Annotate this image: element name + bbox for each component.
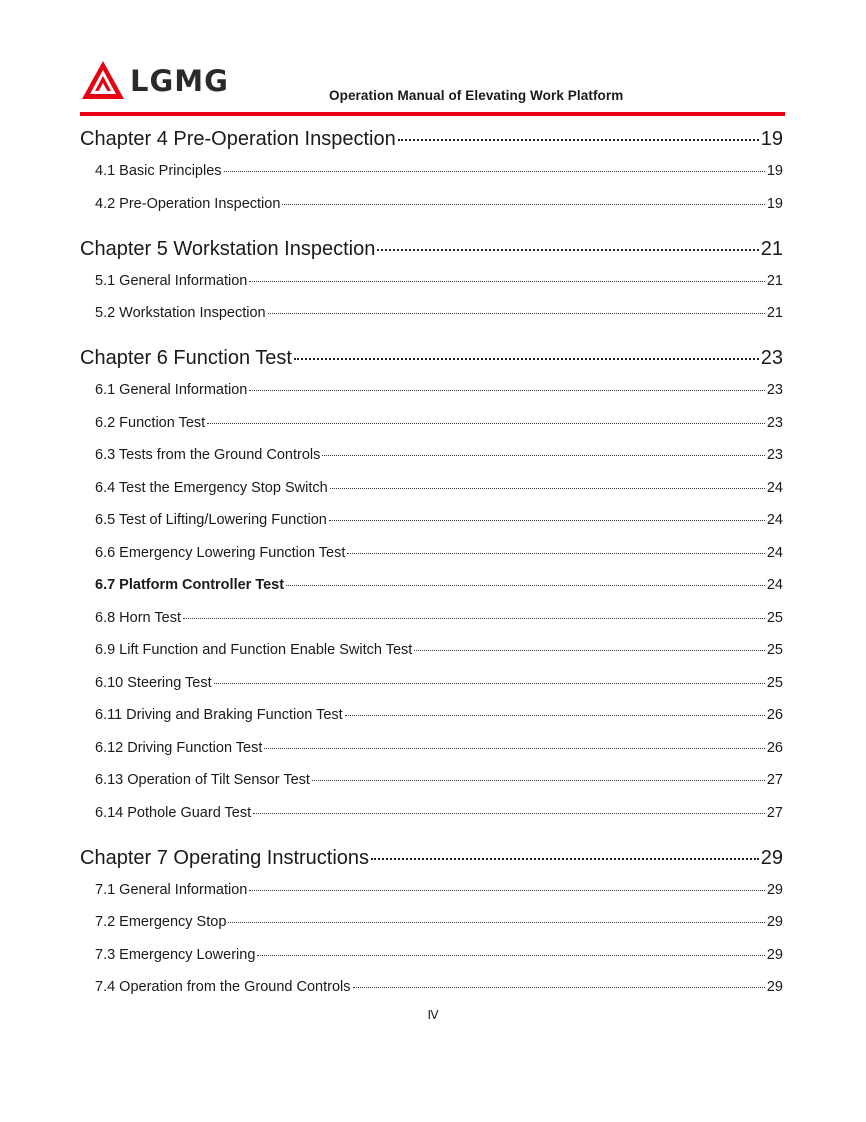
toc-entry-page: 24 (766, 479, 783, 496)
toc-section-entry[interactable] (80, 805, 783, 825)
toc-entry-page: 29 (766, 979, 783, 995)
toc-entry-label: 7.2 Emergency Stop (95, 914, 227, 930)
toc-leader-dots (322, 455, 764, 456)
toc-entry-page: 24 (766, 512, 783, 528)
toc-section-entry[interactable] (80, 610, 783, 630)
toc-entry-page: 21 (760, 237, 783, 260)
toc-entry-label: 6.12 Driving Function Test (95, 739, 263, 756)
header-divider (80, 112, 785, 116)
toc-leader-dots (329, 520, 765, 521)
toc-entry-label: 4.2 Pre-Operation Inspection (95, 195, 281, 212)
toc-entry-page: 23 (760, 347, 783, 369)
toc-leader-dots (312, 780, 765, 781)
toc-leader-dots (253, 813, 765, 814)
toc-leader-dots (249, 390, 765, 391)
toc-entry-label: 7.4 Operation from the Ground Controls (95, 979, 351, 995)
toc-entry-label: 5.1 General Information (95, 272, 248, 289)
toc-chapter-entry[interactable] (80, 128, 783, 154)
toc-entry-page: 26 (766, 707, 783, 723)
toc-entry-page: 26 (766, 739, 783, 756)
lgmg-logo (82, 60, 232, 102)
toc-entry-page: 29 (766, 946, 783, 963)
toc-leader-dots (249, 281, 765, 282)
toc-section-entry[interactable] (80, 273, 783, 293)
brand-wordmark: LGMG (130, 64, 229, 98)
toc-entry-page: 24 (766, 544, 783, 561)
toc-section-entry[interactable] (80, 979, 783, 999)
toc-entry-page: 25 (766, 609, 783, 626)
toc-entry-label: Chapter 5 Workstation Inspection (80, 237, 376, 260)
toc-leader-dots (282, 204, 764, 205)
toc-entry-page: 21 (766, 305, 783, 321)
toc-entry-page: 29 (760, 846, 783, 869)
toc-section-entry[interactable] (80, 740, 783, 760)
toc-leader-dots (347, 553, 764, 554)
toc-entry-label: 6.1 General Information (95, 382, 248, 398)
toc-entry-page: 19 (760, 128, 783, 150)
toc-section-entry[interactable] (80, 196, 783, 216)
toc-leader-dots (353, 987, 765, 988)
toc-entry-label: 5.2 Workstation Inspection (95, 305, 266, 321)
toc-entry-label: 6.11 Driving and Braking Function Test (95, 707, 343, 723)
toc-entry-label: Chapter 7 Operating Instructions (80, 846, 370, 869)
toc-entry-page: 23 (766, 447, 783, 463)
toc-entry-label: 6.8 Horn Test (95, 609, 181, 626)
toc-section-entry[interactable] (80, 305, 783, 325)
toc-section-entry[interactable] (80, 707, 783, 727)
toc-section-entry[interactable] (80, 882, 783, 902)
toc-entry-label: 6.3 Tests from the Ground Controls (95, 447, 321, 463)
toc-entry-label: 6.14 Pothole Guard Test (95, 804, 252, 821)
toc-section-entry[interactable] (80, 447, 783, 467)
document-title: Operation Manual of Elevating Work Platform (329, 88, 624, 103)
toc-entry-label: Chapter 6 Function Test (80, 347, 292, 369)
toc-leader-dots (294, 358, 759, 360)
toc-section-entry[interactable] (80, 415, 783, 435)
toc-entry-page: 29 (766, 914, 783, 930)
toc-leader-dots (228, 922, 764, 923)
page-header (0, 0, 866, 120)
toc-entry-page: 25 (766, 674, 783, 691)
toc-leader-dots (330, 488, 765, 489)
toc-leader-dots (183, 618, 765, 619)
toc-entry-label: 4.1 Basic Principles (95, 163, 222, 179)
toc-entry-page: 27 (766, 772, 783, 788)
toc-leader-dots (224, 171, 765, 172)
toc-leader-dots (249, 890, 765, 891)
toc-section-entry[interactable] (80, 163, 783, 183)
toc-chapter-entry[interactable] (80, 847, 783, 873)
toc-leader-dots (371, 858, 759, 860)
toc-entry-label: 6.4 Test the Emergency Stop Switch (95, 479, 328, 496)
toc-entry-label: 6.9 Lift Function and Function Enable Switch Test (95, 642, 413, 658)
toc-entry-label: 6.10 Steering Test (95, 674, 212, 691)
toc-leader-dots (264, 748, 764, 749)
toc-section-entry[interactable] (80, 545, 783, 565)
toc-entry-label: 6.13 Operation of Tilt Sensor Test (95, 772, 310, 788)
toc-entry-label: 6.6 Emergency Lowering Function Test (95, 544, 346, 561)
toc-entry-page: 19 (766, 195, 783, 212)
toc-section-entry[interactable] (80, 642, 783, 662)
toc-section-entry[interactable] (80, 577, 783, 597)
toc-leader-dots (214, 683, 765, 684)
toc-section-entry[interactable] (80, 772, 783, 792)
toc-entry-page: 21 (766, 272, 783, 289)
toc-leader-dots (414, 650, 765, 651)
toc-entry-page: 24 (766, 577, 783, 593)
toc-chapter-entry[interactable] (80, 238, 783, 264)
toc-entry-label: 7.3 Emergency Lowering (95, 946, 256, 963)
toc-chapter-entry[interactable] (80, 347, 783, 373)
toc-entry-page: 19 (766, 163, 783, 179)
toc-entry-label: 6.7 Platform Controller Test (95, 577, 285, 593)
toc-leader-dots (345, 715, 765, 716)
toc-leader-dots (257, 955, 764, 956)
toc-leader-dots (207, 423, 765, 424)
toc-entry-page: 23 (766, 414, 783, 431)
toc-section-entry[interactable] (80, 675, 783, 695)
toc-entry-page: 29 (766, 881, 783, 898)
toc-leader-dots (286, 585, 765, 586)
toc-section-entry[interactable] (80, 512, 783, 532)
toc-leader-dots (377, 249, 758, 251)
toc-entry-page: 27 (766, 804, 783, 821)
toc-entry-page: 23 (766, 382, 783, 398)
toc-entry-page: 25 (766, 642, 783, 658)
toc-section-entry[interactable] (80, 914, 783, 934)
toc-leader-dots (398, 139, 759, 141)
toc-entry-label: 6.5 Test of Lifting/Lowering Function (95, 512, 327, 528)
toc-section-entry[interactable] (80, 480, 783, 500)
toc-entry-label: 7.1 General Information (95, 881, 248, 898)
toc-entry-label: Chapter 4 Pre-Operation Inspection (80, 128, 396, 150)
page-number: Ⅳ (427, 1008, 439, 1022)
toc-leader-dots (268, 313, 765, 314)
toc-section-entry[interactable] (80, 382, 783, 402)
toc-entry-label: 6.2 Function Test (95, 414, 206, 431)
toc-section-entry[interactable] (80, 947, 783, 967)
